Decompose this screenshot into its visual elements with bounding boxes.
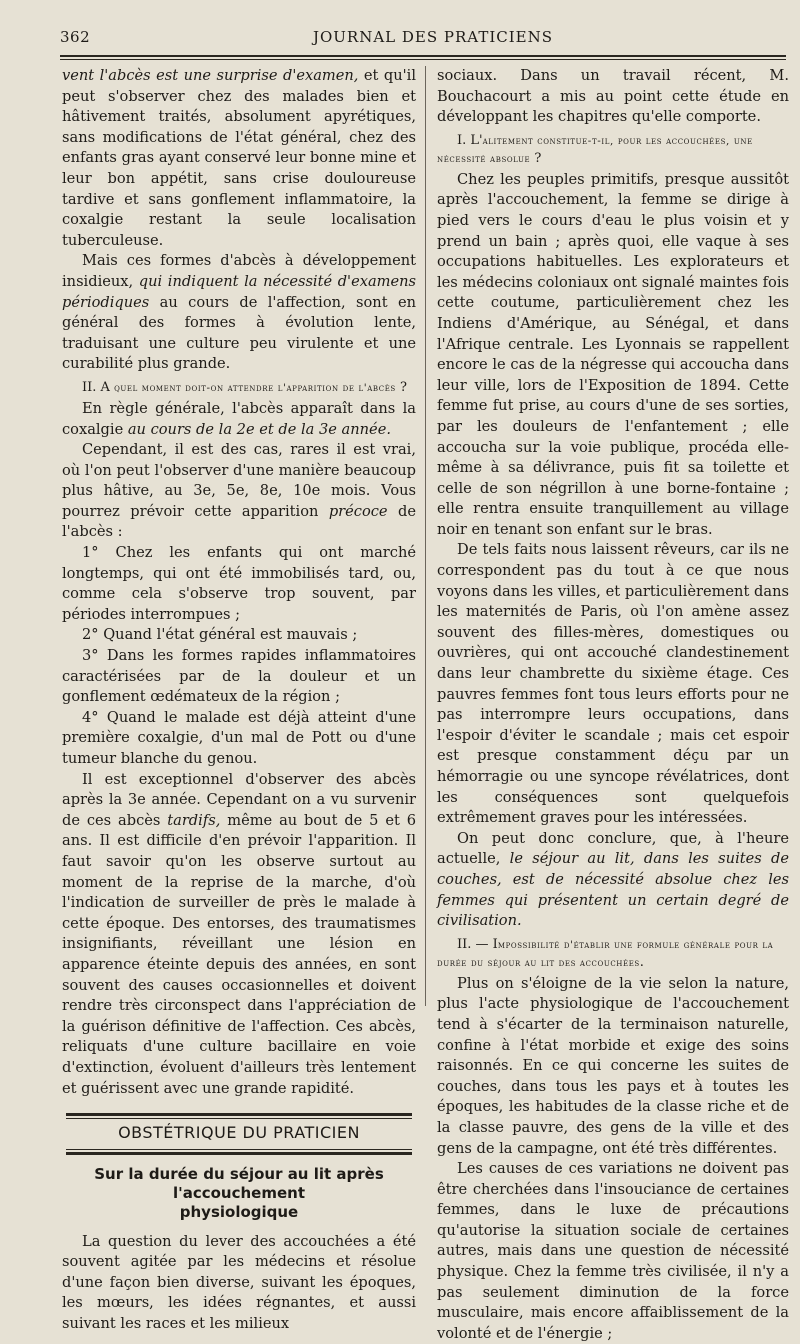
- banner-rule-thin: [66, 1149, 412, 1150]
- section-title: OBSTÉTRIQUE DU PRATICIEN: [118, 1123, 360, 1143]
- list-item: 3° Dans les formes rapides inflammatoires caractérisées par de la douleur et un gonflement œdémateux de la région ;: [62, 647, 416, 706]
- paragraph: [62, 770, 416, 1100]
- heading-text: quel moment doit-on attendre l'apparition de l'abcès: [114, 381, 396, 394]
- header-rule: [60, 55, 786, 57]
- italic-text: vent l'abcès est une surprise d'examen,: [62, 67, 359, 84]
- journal-title: JOURNAL DES PRATICIENS: [312, 28, 554, 46]
- heading-number: II. A: [82, 379, 115, 395]
- text: Il est exceptionnel d'observer des abcès après la 3e année. Cependant on a vu survenir de ces abcès: [62, 770, 416, 829]
- italic-text: au cours de la 2e et de la 3e année.: [127, 420, 391, 438]
- section-heading: [437, 936, 789, 972]
- text: Cependant, il est des cas, rares il est vrai, où l'on peut l'observer d'une manière beaucoup plus hâtive, au 3e, 5e, 8e, 10e mois. Vous pourrez prévoir cette apparition: [62, 441, 416, 520]
- list-item: 1° Chez les enfants qui ont marché longtemps, qui ont été immobilisés tard, ou, comme cela s'observe trop souvent, par périodes interrompues ;: [62, 544, 416, 623]
- paragraph: La question du lever des accouchées a été souvent agitée par les médecins et résolue d'une façon bien diverse, suivant les époques, les mœurs, les idées régnantes, et aussi suivant les races et les milieux: [62, 1232, 416, 1333]
- text: On peut donc conclure, que, à l'heure actuelle,: [437, 829, 789, 868]
- paragraph: [62, 399, 416, 440]
- heading-mark: ?: [530, 150, 542, 166]
- left-column: [62, 66, 416, 1335]
- section-heading: [437, 132, 789, 168]
- text: Mais ces formes d'abcès à développement insidieux,: [62, 252, 416, 290]
- right-column: [437, 66, 789, 1344]
- heading-number: I. L': [457, 132, 483, 148]
- text: même au bout de 5 et 6 ans. Il est difficile d'en prévoir l'apparition. Il faut savoir qu'on les observe surtout au moment de la reprise de la marche, d'où l'indication de surveiller de près le malade à cette époque. Des entorses, des traumatismes insignifiants, réveillant une lésion en apparence éteinte depuis des années, en sont souvent des causes occasionnelles et doivent rendre très circonspect dans l'appréciation de la guérison définitive de l'affection. Ces abcès, reliquats d'une culture bacillaire en voie d'extinction, évoluent d'ailleurs très lentement et guérissent avec une grande rapidité.: [62, 811, 416, 1097]
- section-banner: [62, 1113, 416, 1155]
- text: au cours de l'affection, sont en général des formes à évolution lente, traduisant une culture peu virulente et une curabilité plus grande.: [62, 293, 416, 373]
- paragraph: Chez les peuples primitifs, presque aussitôt après l'accouchement, la femme se dirige à pied vers le cours d'eau le plus voisin et y prend un bain ; après quoi, elle vaque à ses occupations habituelles. Les explorateurs et les médecins coloniaux ont signalé maintes fois cette coutume, particulièrement chez les Indiens d'Amérique, au Sénégal, et dans l'Afrique centrale. Les Lyonnais se rappellent encore le cas de la négresse qui accoucha dans leur ville, lors de l'Exposition de 1894. Cette femme fut prise, au cours d'une de ses sorties, par les douleurs de l'enfantement ; elle accoucha sur la voie publique, procéda elle-même à sa délivrance, puis fit sa toilette et celle de son négrillon à une borne-fontaine ; elle rentra ensuite tranquillement au village noir en tenant son enfant sur le bras.: [437, 170, 789, 538]
- text: En règle générale, l'abcès apparaît dans la coxalgie: [62, 399, 416, 438]
- heading-number: II. — I: [457, 936, 498, 952]
- column-divider: [425, 66, 426, 1006]
- italic-text: qui indiquent la nécessité d'examens périodiques: [62, 272, 417, 311]
- paragraph: [62, 440, 416, 543]
- banner-rule: [66, 1152, 412, 1155]
- text: et qu'il peut s'observer chez des malades bien et hâtivement traités, absolument apyrétiques, sans modifications de l'état général, chez des enfants gras ayant conservé leur bonne mine et leur bon appétit, sans crise douloureuse tardive et sans gonflement inflammatoire, la coxalgie restant la seule localisation tuberculeuse.: [62, 67, 416, 249]
- paragraph: [62, 251, 416, 375]
- italic-text: précoce: [328, 502, 388, 520]
- section-heading: [62, 379, 416, 397]
- paragraph: [62, 66, 416, 251]
- article-subtitle: physiologique: [179, 1202, 299, 1221]
- article-title: [62, 1165, 416, 1222]
- list-item: 4° Quand le malade est déjà atteint d'une première coxalgie, d'un mal de Pott ou d'une tumeur blanche du genou.: [62, 708, 416, 767]
- paragraph: Les causes de ces variations ne doivent pas être cherchées dans l'insouciance de certaines femmes, dans le luxe de précautions qu'autorise la situation sociale de certaines autres, mais dans une question de nécessité physique. Chez la femme très civilisée, il n'y a pas seulement diminution de la force musculaire, mais encore affaiblissement de la volonté et de l'énergie ;: [437, 1160, 789, 1342]
- italic-text: tardifs,: [167, 811, 221, 829]
- paragraph: [437, 829, 789, 932]
- paragraph: De tels faits nous laissent rêveurs, car ils ne correspondent pas du tout à ce que nous voyons dans les villes, et particulièrement dans les maternités de Paris, où l'on amène assez souvent des filles-mères, domestiques ou ouvrières, qui ont accouché clandestinement dans leur chambrette du sixième étage. Ces pauvres femmes font tous leurs efforts pour ne pas interrompre leurs occupations, dans l'espoir d'éviter le scandale ; mais cet espoir est presque constamment déçu par un hémorragie ou une syncope révélatrices, dont les conséquences sont quelquefois extrêmement graves pour les intéressées.: [437, 541, 789, 827]
- heading-text: mpossibilité d'établir une formule générale pour la durée du séjour au lit des accouchées: [437, 938, 774, 969]
- heading-text: alitement constitue-t-il, pour les accouchées, une nécessité absolue: [437, 134, 753, 165]
- italic-text: le séjour au lit, dans les suites de couches, est de nécessité absolue chez les femmes qui présentent un certain degré de civilisation.: [437, 850, 789, 930]
- header-rule-thin: [60, 59, 786, 60]
- text: de l'abcès :: [62, 502, 416, 541]
- paragraph: Plus on s'éloigne de la vie selon la nature, plus l'acte physiologique de l'accouchement tend à s'écarter de la terminaison naturelle, confine à l'état morbide et exige des soins raisonnés. En ce qui concerne les suites de couches, dans tous les pays et à toutes les époques, les habitudes de la classe riche et de la classe pauvre, des gens de la ville et des gens de la campagne, ont été très différentes.: [437, 974, 789, 1157]
- paragraph: sociaux. Dans un travail récent, M. Bouchacourt a mis au point cette étude en développant les chapitres qu'elle comporte.: [437, 67, 789, 126]
- page-number: 362: [60, 28, 91, 46]
- article-title-line: Sur la durée du séjour au lit après l'accouchement: [94, 1164, 384, 1202]
- heading-mark: ?: [395, 379, 407, 395]
- page-header: [60, 28, 786, 50]
- list-item: 2° Quand l'état général est mauvais ;: [82, 626, 358, 644]
- banner-rule: [66, 1113, 412, 1116]
- heading-mark: .: [639, 954, 644, 970]
